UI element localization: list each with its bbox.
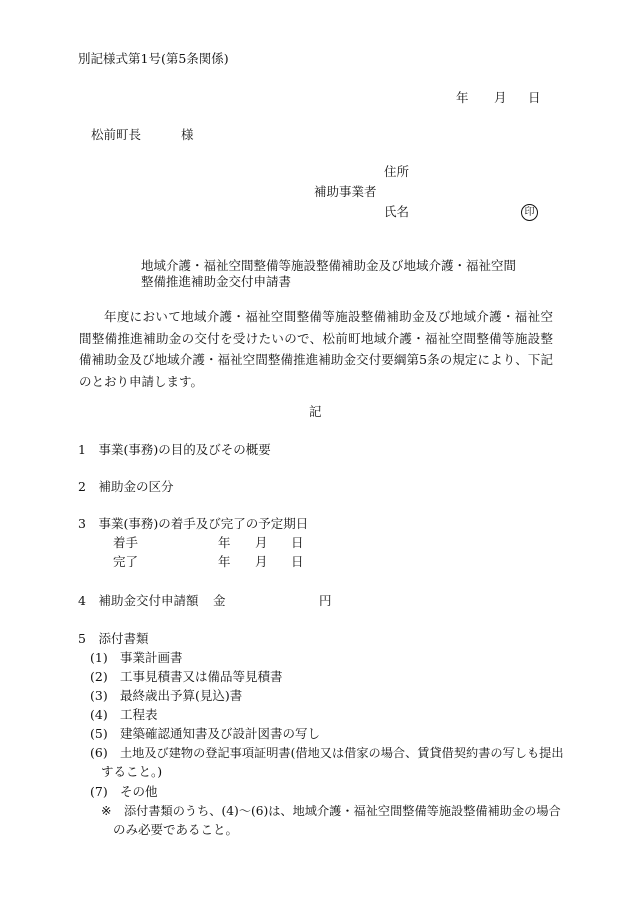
end-day: 日	[291, 554, 304, 569]
date-year-label: 年	[456, 90, 469, 105]
form-header: 別記様式第1号(第5条関係)	[78, 51, 229, 66]
amount-unit: 円	[319, 593, 332, 608]
item-5: 5 添付書類	[78, 631, 149, 646]
start-month: 月	[255, 535, 268, 550]
attachment-text-1: 事業計画書	[120, 650, 183, 665]
end-year: 年	[218, 554, 231, 569]
start-year: 年	[218, 535, 231, 550]
start-label: 着手	[113, 535, 139, 550]
attachment-text-4: 工程表	[120, 707, 158, 722]
start-day: 日	[291, 535, 304, 550]
attachment-text-3: 最終歳出予算(見込)書	[120, 688, 243, 703]
note-mark: ※	[101, 803, 112, 818]
attachment-num-3: (3)	[90, 688, 108, 703]
ki-heading: 記	[309, 404, 322, 419]
note-line-2: のみ必要であること。	[113, 822, 239, 837]
item-2: 2 補助金の区分	[78, 479, 174, 494]
seal-mark: 印	[521, 204, 538, 221]
attachment-text-6: 土地及び建物の登記事項証明書(借地又は借家の場合、賃貸借契約書の写しも提出	[120, 746, 564, 760]
attachment-num-7: (7)	[90, 784, 108, 799]
attachment-text-6-cont: すること。)	[101, 764, 163, 779]
addressee-honorific: 様	[181, 127, 194, 142]
name-label: 氏名	[384, 204, 410, 219]
item-1: 1 事業(事務)の目的及びその概要	[78, 442, 271, 457]
attachment-num-5: (5)	[90, 726, 108, 741]
item-3: 3 事業(事務)の着手及び完了の予定期日	[78, 516, 309, 531]
attachment-text-5: 建築確認通知書及び設計図書の写し	[120, 726, 321, 741]
end-month: 月	[255, 554, 268, 569]
amount-prefix: 金	[213, 593, 226, 608]
attachment-num-4: (4)	[90, 707, 108, 722]
address-label: 住所	[384, 164, 410, 179]
title-line-1: 地域介護・福祉空間整備等施設整備補助金及び地域介護・福祉空間	[141, 258, 517, 273]
attachment-num-2: (2)	[90, 669, 108, 684]
date-day-label: 日	[528, 90, 541, 105]
attachment-num-1: (1)	[90, 650, 108, 665]
attachment-num-6: (6)	[90, 745, 108, 760]
addressee-name: 松前町長	[91, 127, 142, 142]
attachment-text-2: 工事見積書又は備品等見積書	[120, 669, 283, 684]
attachment-text-7: その他	[120, 784, 158, 799]
note-line-1: 添付書類のうち、(4)～(6)は、地域介護・福祉空間整備等施設整備補助金の場合	[124, 804, 561, 818]
end-label: 完了	[113, 554, 139, 569]
applicant-role: 補助事業者	[314, 184, 377, 199]
item-4: 4 補助金交付申請額	[78, 593, 199, 608]
body-paragraph: 年度において地域介護・福祉空間整備等施設整備補助金及び地域介護・福祉空間整備推進補助金の交付を受けたいので、松前町地域介護・福祉空間整備等施設整備補助金及び地域介護・福祉空間整備推進補助金交付要綱第5条の規定により、下記のとおり申請します。	[79, 309, 553, 389]
date-month-label: 月	[494, 90, 507, 105]
title-line-2: 整備推進補助金交付申請書	[141, 274, 292, 289]
